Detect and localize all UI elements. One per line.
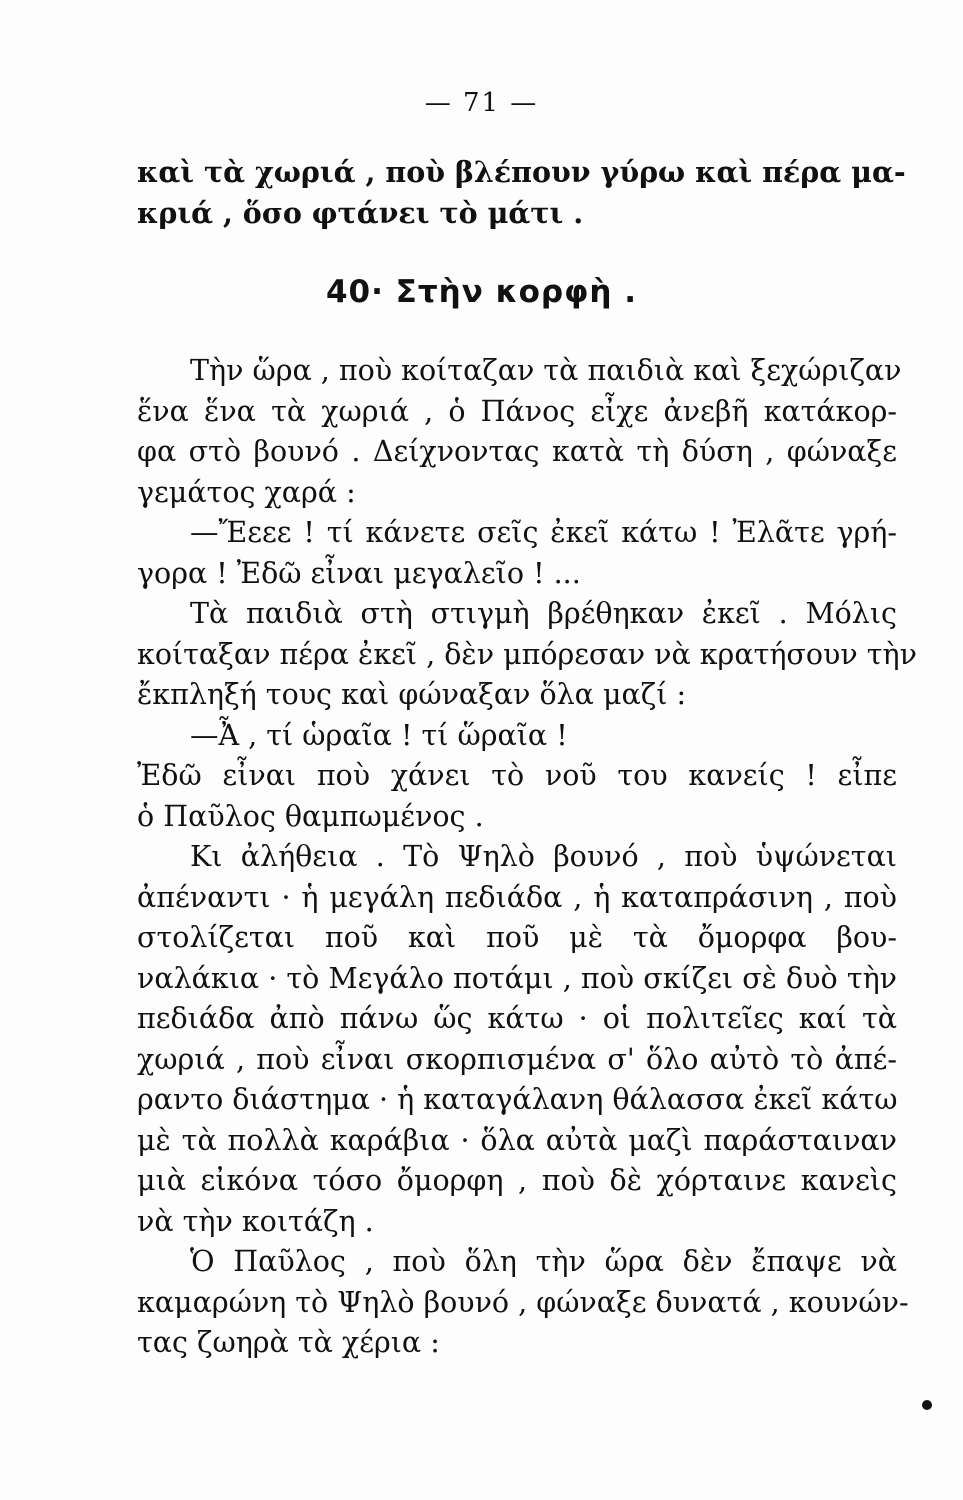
text-line: κοίταξαν πέρα ἐκεῖ , δὲν μπόρεσαν νὰ κρατήσουν τὴν xyxy=(137,637,917,671)
text-line: μιὰ εἰκόνα τόσο ὄμορφη , ποὺ δὲ χόρταινε κανεὶς xyxy=(137,1164,897,1197)
text-line: ἔκπληξή τους καὶ φώναξαν ὅλα μαζί : xyxy=(137,678,687,711)
text-line: καὶ τὰ χωριά , ποὺ βλέπουν γύρω καὶ πέρα μα- xyxy=(137,155,906,189)
text-line: Ἐδῶ εἶναι ποὺ χάνει τὸ νοῦ του κανείς ! εἶπε xyxy=(137,759,897,792)
text-line: πεδιάδα ἀπὸ πάνω ὥς κάτω · οἱ πολιτεῖες καί τὰ xyxy=(137,1002,897,1035)
text-line: ἕνα ἕνα τὰ χωριά , ὁ Πάνος εἶχε ἀνεβῆ κατάκορ- xyxy=(137,394,897,428)
section-body xyxy=(137,351,917,1364)
text-line: γεμάτος χαρά : xyxy=(137,475,356,509)
ink-speck xyxy=(922,1400,932,1410)
text-line: ἀπέναντι · ἡ μεγάλη πεδιάδα , ἡ καταπράσινη , ποὺ xyxy=(137,880,897,914)
dialogue-line: —Ἆ , τί ὡραῖα ! τί ὥραῖα ! xyxy=(190,718,568,752)
text-line: Τὴν ὥρα , ποὺ κοίταζαν τὰ παιδιὰ καὶ ξεχώριζαν xyxy=(190,354,902,387)
text-line: γορα ! Ἐδῶ εἶναι μεγαλεῖο ! ... xyxy=(137,556,581,590)
text-line: Ὁ Παῦλος , ποὺ ὅλη τὴν ὥρα δὲν ἔπαψε νὰ xyxy=(190,1245,897,1278)
section-heading: 40· Στὴν κορφὴ . xyxy=(325,274,638,310)
text-line: Τὰ παιδιὰ στὴ στιγμὴ βρέθηκαν ἐκεῖ . Μόλις xyxy=(190,597,897,630)
text-line: καμαρώνη τὸ Ψηλὸ βουνό , φώναξε δυνατά , κουνών- xyxy=(137,1285,909,1319)
text-line: ραντο διάστημα · ἡ καταγάλανη θάλασσα ἐκεῖ κάτω xyxy=(137,1083,898,1116)
page-number: — 71 — xyxy=(424,88,539,118)
text-line: φα στὸ βουνό . Δείχνοντας κατὰ τὴ δύση , φώναξε xyxy=(137,435,897,468)
text-line: Κι ἀλήθεια . Τὸ Ψηλὸ βουνό , ποὺ ὑψώνεται xyxy=(190,840,897,873)
text-line: κριά , ὅσο φτάνει τὸ μάτι . xyxy=(137,195,584,230)
text-line: ναλάκια · τὸ Μεγάλο ποτάμι , ποὺ σκίζει σὲ δυὸ τὴν xyxy=(137,961,897,995)
dialogue-line: —Ἔεεε ! τί κάνετε σεῖς ἐκεῖ κάτω ! Ἐλᾶτε γρή- xyxy=(190,516,897,549)
text-line: χωριά , ποὺ εἶναι σκορπισμένα σ' ὅλο αὐτὸ τὸ ἀπέ- xyxy=(137,1042,897,1076)
text-line: ὁ Παῦλος θαμπωμένος . xyxy=(137,799,484,833)
text-line: στολίζεται ποῦ καὶ ποῦ μὲ τὰ ὄμορφα βου- xyxy=(137,921,897,954)
text-line: τας ζωηρὰ τὰ χέρια : xyxy=(137,1326,440,1359)
text-line: νὰ τὴν κοιτάζη . xyxy=(137,1204,374,1238)
text-line: μὲ τὰ πολλὰ καράβια · ὅλα αὐτὰ μαζὶ παράσταιναν xyxy=(137,1123,897,1157)
continued-paragraph xyxy=(137,152,906,233)
